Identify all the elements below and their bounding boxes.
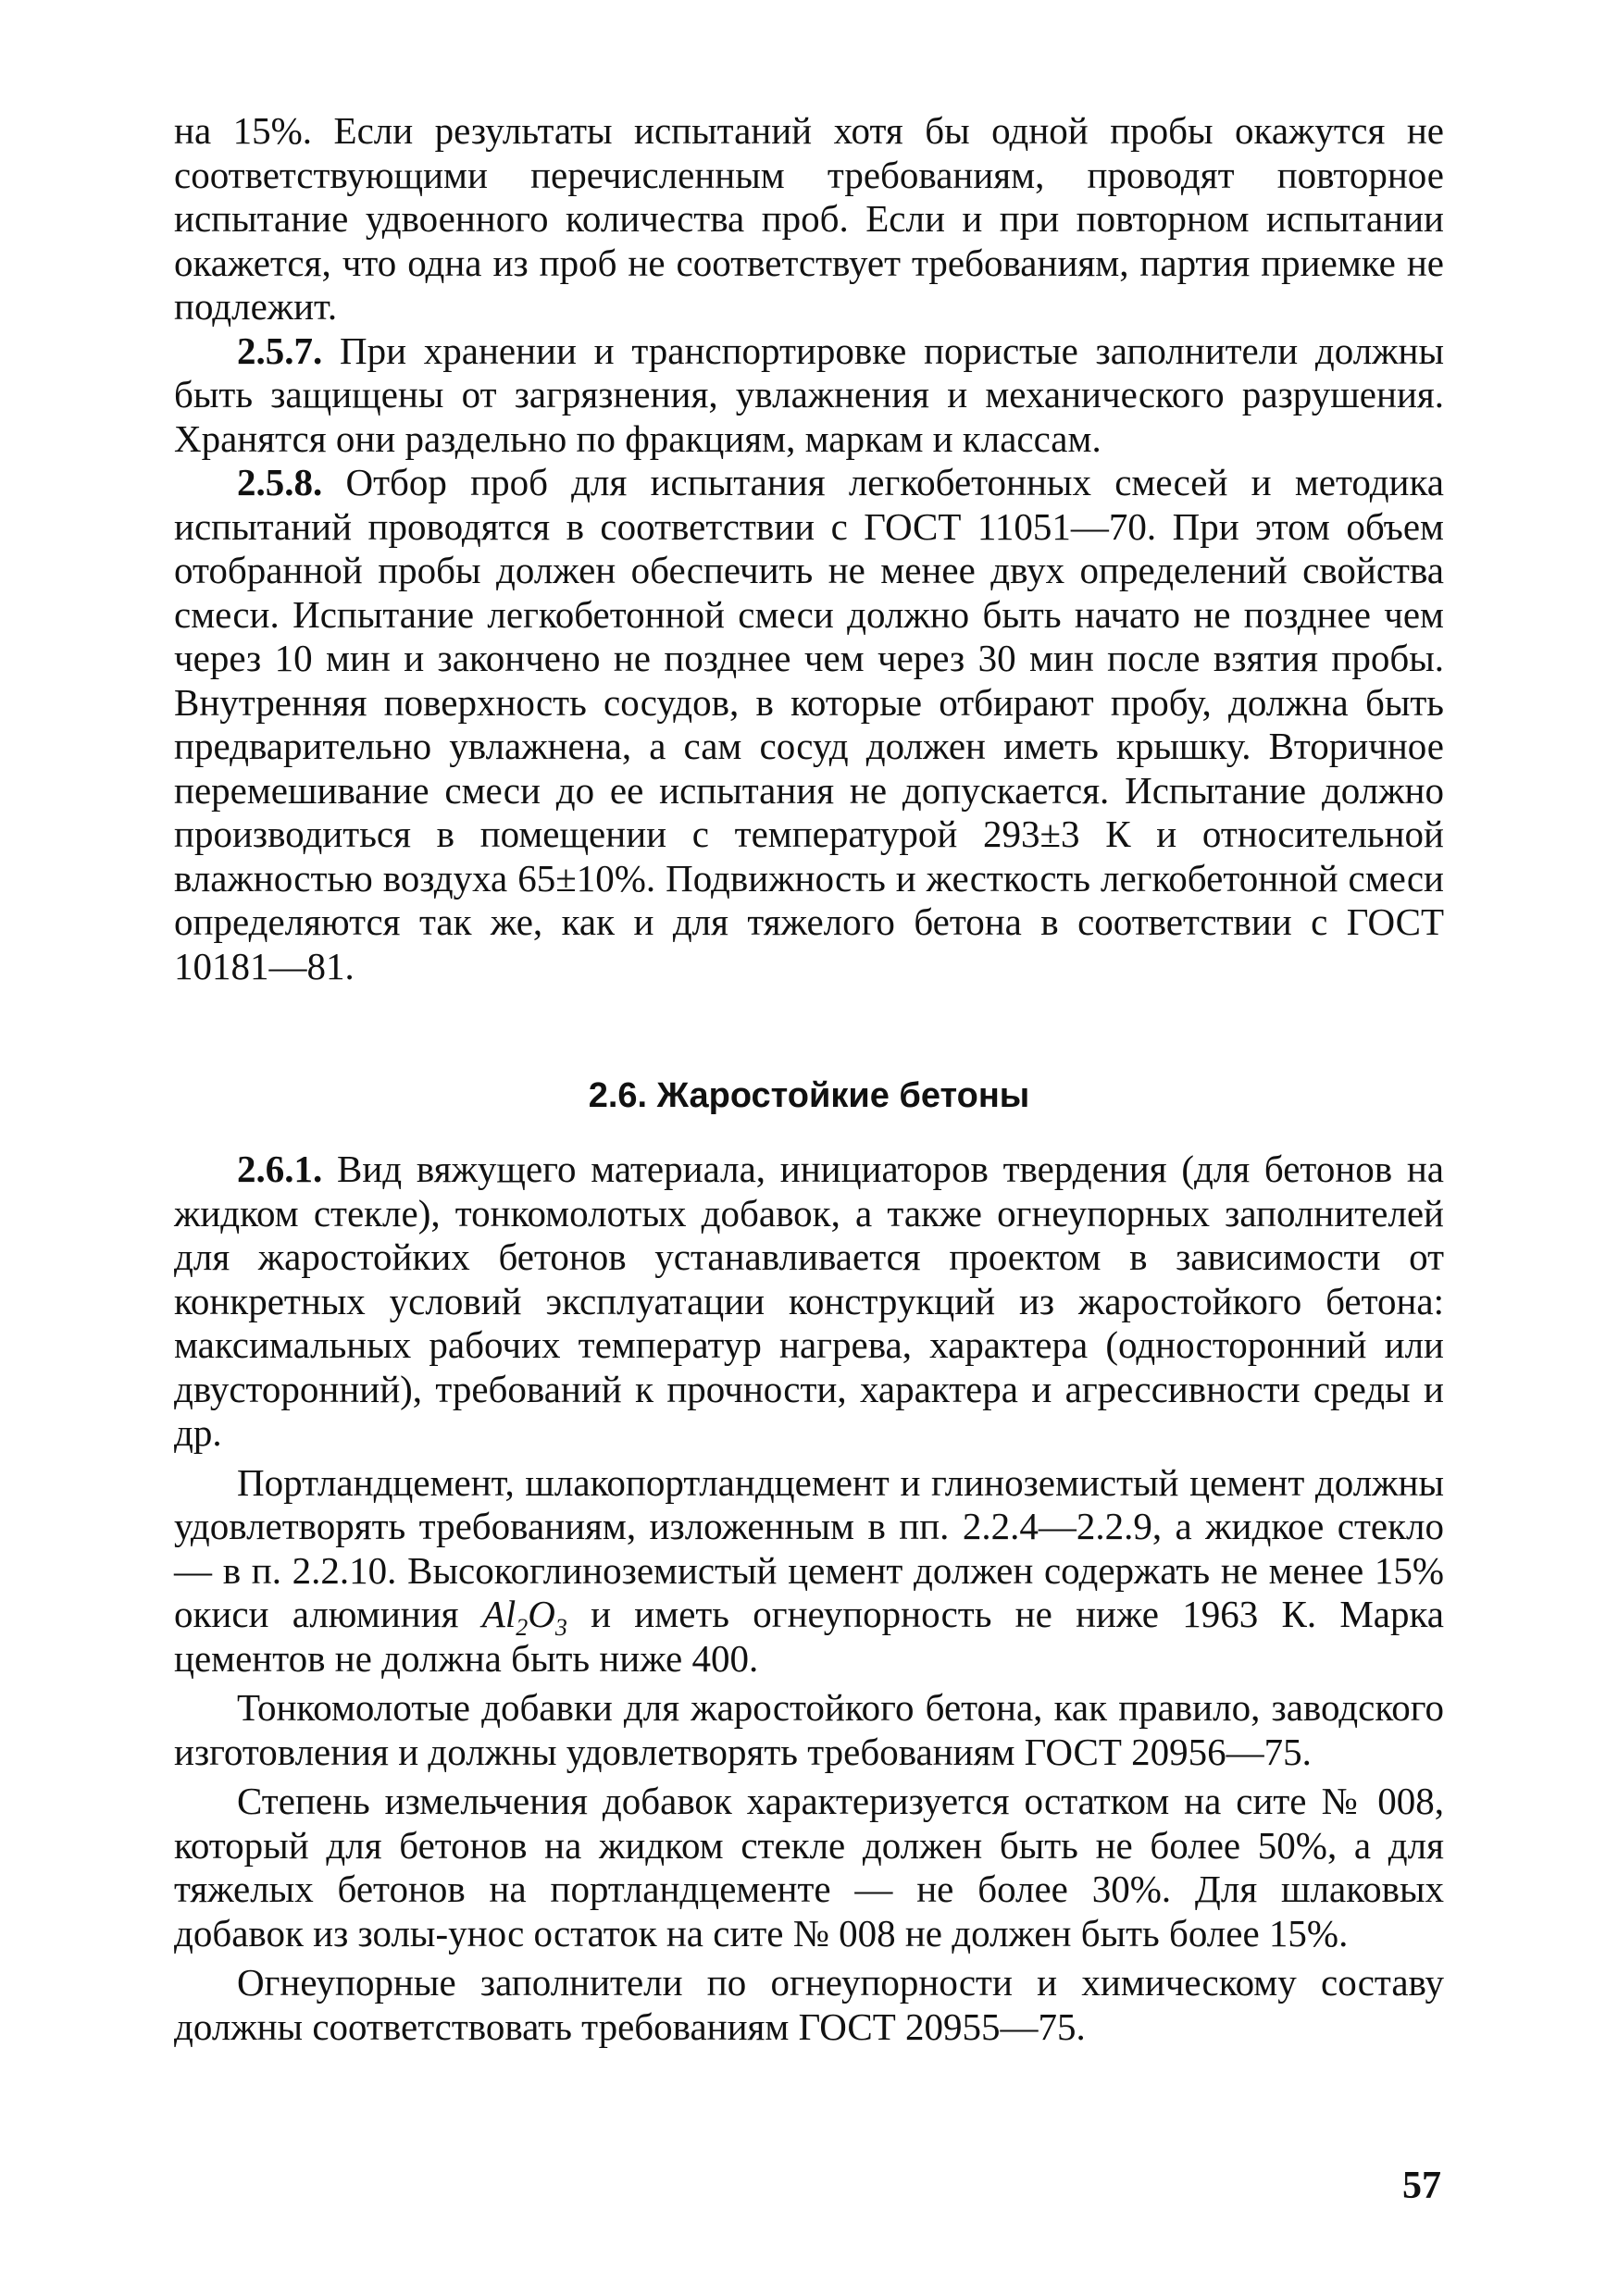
paragraph-text: Портландцемент, шлакопортландцемент и глиноземистый цемент должны удовлетворять требованиям, изложенным в пп. 2.2.4—2.2.9, а жидкое стекло — в п. 2.2.10. Высокоглиноземистый цемент должен содержать не менее 15% окиси алюминия <box>174 1460 1444 1635</box>
chemical-formula <box>481 1593 567 1642</box>
paragraph-text: При хранении и транспортировке пористые заполнители должны быть защищены от загрязнения, увлажнения и механического разрушения. Хранятся они раздельно по фракциям, маркам и классам. <box>174 329 1444 460</box>
paragraph-text: Тонкомолотые добавки для жаростойкого бетона, как правило, заводского изготовления и должны удовлетворять требованиям ГОСТ 20956—75. <box>174 1686 1444 1773</box>
paragraph-text: Степень измельчения добавок характеризуется остатком на сите № 008, который для бетонов на жидком стекле должен быть не более 50%, а для тяжелых бетонов на портландцементе — не более 30%. Для шлаковых добавок из золы-унос остаток на сите № 008 не должен быть более 15%. <box>174 1780 1444 1955</box>
paragraph-2-6-1 <box>174 1148 1444 1456</box>
paragraph-aggregates <box>174 1961 1444 2049</box>
chem-element-o: O <box>528 1593 555 1635</box>
clause-number: 2.5.8. <box>237 461 323 503</box>
paragraph-text: Огнеупорные заполнители по огнеупорности и химическому составу должны соответствовать требованиям ГОСТ 20955—75. <box>174 1961 1444 2048</box>
chem-element-al: Al <box>481 1593 517 1635</box>
clause-number: 2.6.1. <box>237 1148 323 1190</box>
paragraph-text: на 15%. Если результаты испытаний хотя бы одной пробы окажутся не соответствующими перечисленным требованиям, проводят повторное испытание удвоенного количества проб. Если и при повторном испытании окажется, что одна из проб не соответствует требованиям, партия приемке не подлежит. <box>174 109 1444 328</box>
chem-subscript: 3 <box>554 1614 567 1642</box>
section-heading: 2.6. Жаростойкие бетоны <box>588 1076 1030 1115</box>
page-number: 57 <box>1402 2165 1441 2207</box>
chem-subscript: 2 <box>516 1614 529 1642</box>
paragraph-text: Отбор проб для испытания легкобетонных смесей и методика испытаний проводятся в соответствии с ГОСТ 11051—70. При этом объем отобранной пробы должен обеспечить не менее двух определений свойства смеси. Испытание легкобетонной смеси должно быть начато не позднее чем через 10 мин и закончено не позднее чем через 30 мин после взятия пробы. Внутренняя поверхность сосудов, в которые отбирают пробу, должна быть предварительно увлажнена, а сам сосуд должен иметь крышку. Вторичное перемешивание смеси до ее испытания не допускается. Испытание должно производиться в помещении с температурой 293±3 К и относительной влажностью воздуха 65±10%. Подвижность и жесткость легкобетонной смеси определяются так же, как и для тяжелого бетона в соответствии с ГОСТ 10181—81. <box>174 461 1444 987</box>
clause-number: 2.5.7. <box>237 329 323 372</box>
paragraph-cement <box>174 1461 1444 1682</box>
document-page <box>174 109 1444 2049</box>
paragraph-2-5-8 <box>174 461 1444 988</box>
paragraph-grinding <box>174 1780 1444 1955</box>
paragraph-text: и иметь огнеупорность не ниже 1963 К. Марка цементов не должна быть ниже 400. <box>174 1593 1444 1680</box>
paragraph-continuation <box>174 109 1444 329</box>
paragraph-2-5-7 <box>174 329 1444 462</box>
paragraph-additives <box>174 1686 1444 1774</box>
paragraph-text: Вид вяжущего материала, инициаторов твердения (для бетонов на жидком стекле), тонкомолотых добавок, а также огнеупорных заполнителей для жаростойких бетонов устанавливается проектом в зависимости от конкретных условий эксплуатации конструкций из жаростойкого бетона: максимальных рабочих температур нагрева, характера (односторонний или двусторонний), требований к прочности, характера и агрессивности среды и др. <box>174 1148 1444 1454</box>
